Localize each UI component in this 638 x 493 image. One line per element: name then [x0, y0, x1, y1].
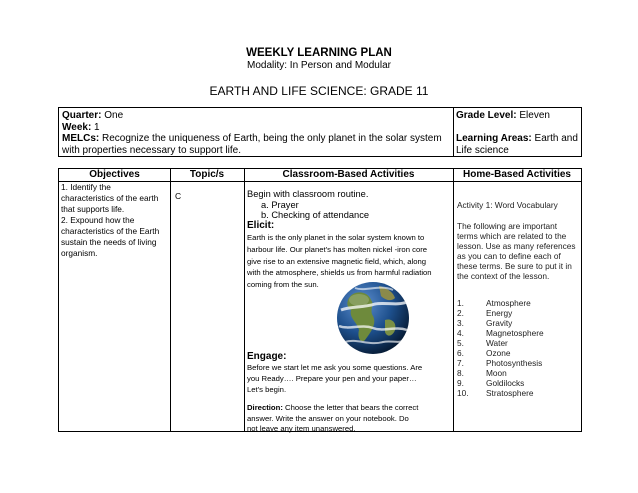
engage-line: you Ready…. Prepare your pen and your paper…	[247, 374, 417, 383]
elicit-line: Earth is the only planet in the solar system known to	[247, 233, 425, 242]
term-number: 3.	[457, 318, 464, 328]
header-objectives: Objectives	[89, 169, 140, 180]
column-divider	[453, 169, 454, 431]
column-divider	[244, 169, 245, 431]
term-item: Gravity	[486, 318, 513, 328]
objective-line: organism.	[61, 248, 98, 258]
elicit-line: with the atmosphere, shields us from harmful radiation	[247, 268, 432, 277]
learning-areas: Learning Areas: Earth and	[456, 133, 578, 144]
melcs-row: MELCs: Recognize the uniqueness of Earth, being the only planet in the solar system	[62, 133, 442, 144]
melcs-row-2: with properties necessary to support life.	[62, 145, 241, 156]
home-intro-line: The following are important	[457, 221, 558, 231]
engage-heading: Engage:	[247, 351, 287, 362]
term-item: Atmosphere	[486, 298, 531, 308]
objective-line: 2. Expound how the	[61, 215, 135, 225]
info-divider	[453, 108, 454, 156]
term-number: 1.	[457, 298, 464, 308]
header-classroom: Classroom-Based Activities	[282, 169, 415, 180]
objective-line: 1. Identify the	[61, 182, 111, 192]
objective-line: that supports life.	[61, 204, 125, 214]
routine-item-prayer: a. Prayer	[261, 200, 299, 210]
modality-text: Modality: In Person and Modular	[247, 60, 391, 71]
term-number: 8.	[457, 368, 464, 378]
term-number: 6.	[457, 348, 464, 358]
term-item: Stratosphere	[486, 388, 534, 398]
earth-globe-image	[335, 280, 411, 356]
learning-areas-2: Life science	[456, 145, 509, 156]
term-item: Goldilocks	[486, 378, 525, 388]
term-item: Water	[486, 338, 508, 348]
elicit-line: give rise to an extensive magnetic field, which, along	[247, 257, 427, 266]
term-number: 4.	[457, 328, 464, 338]
term-number: 7.	[457, 358, 464, 368]
term-item: Ozone	[486, 348, 511, 358]
elicit-heading: Elicit:	[247, 220, 275, 231]
routine-item-attendance: b. Checking of attendance	[261, 210, 370, 220]
term-item: Magnetosphere	[486, 328, 544, 338]
quarter-row: Quarter: One	[62, 110, 124, 121]
header-home: Home-Based Activities	[463, 169, 571, 180]
topic-cell: C	[175, 191, 182, 201]
home-intro-line: terms which are related to the	[457, 231, 567, 241]
activity-title: Activity 1: Word Vocabulary	[457, 200, 558, 210]
term-item: Energy	[486, 308, 513, 318]
term-number: 9.	[457, 378, 464, 388]
document-title: WEEKLY LEARNING PLAN	[246, 47, 392, 59]
term-item: Moon	[486, 368, 507, 378]
term-item: Photosynthesis	[486, 358, 543, 368]
objective-line: sustain the needs of living	[61, 237, 157, 247]
subject-heading: EARTH AND LIFE SCIENCE: GRADE 11	[209, 84, 429, 98]
direction-line: not leave any item unanswered.	[247, 424, 356, 433]
term-number: 5.	[457, 338, 464, 348]
home-intro-line: lesson. Use as many references	[457, 241, 576, 251]
engage-line: Before we start let me ask you some questions. Are	[247, 363, 423, 372]
engage-line: Let's begin.	[247, 385, 287, 394]
elicit-line: coming from the sun.	[247, 280, 319, 289]
home-intro-line: as you can to define each of	[457, 251, 561, 261]
week-row: Week: 1	[62, 122, 100, 133]
objective-line: characteristics of the earth	[61, 193, 159, 203]
direction-line: Direction: Choose the letter that bears the correct	[247, 403, 419, 412]
home-intro-line: the context of the lesson.	[457, 271, 550, 281]
objectives-cell	[61, 182, 171, 259]
direction-line: answer. Write the answer on your notebook. Do	[247, 414, 409, 423]
routine-text: Begin with classroom routine.	[247, 189, 369, 199]
objective-line: characteristics of the Earth	[61, 226, 160, 236]
home-intro-line: these terms. Be sure to put it in	[457, 261, 572, 271]
elicit-line: harbour life. Our planet's has molten nickel -iron core	[247, 245, 428, 254]
grade-level: Grade Level: Eleven	[456, 110, 550, 121]
term-number: 2.	[457, 308, 464, 318]
term-number: 10.	[457, 388, 469, 398]
header-topics: Topic/s	[189, 169, 225, 180]
